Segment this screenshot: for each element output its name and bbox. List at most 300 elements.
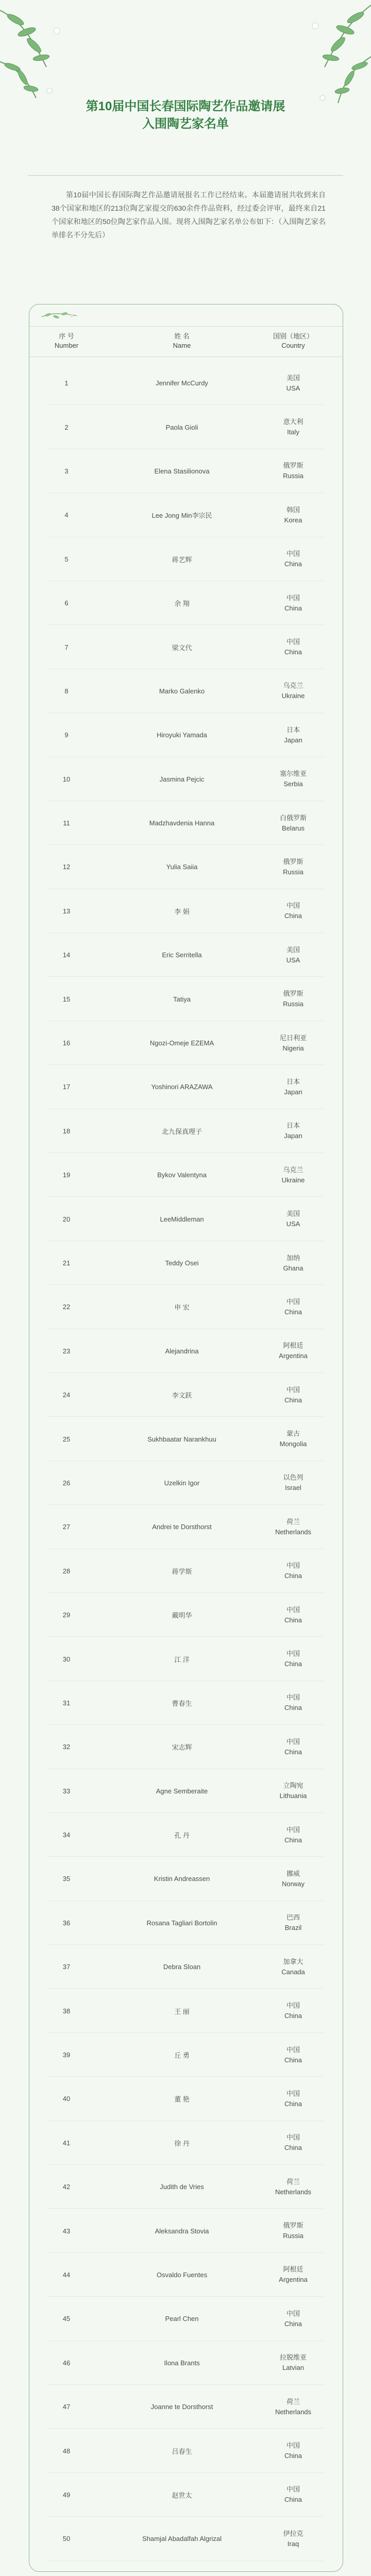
table-row [29, 2341, 343, 2385]
country-cn: 日本 [286, 1077, 300, 1086]
row-number: 33 [62, 1787, 71, 1795]
country-cn: 加拿大 [283, 1957, 303, 1965]
artist-name: Bykov Valentyna [157, 1171, 207, 1179]
country-en: China [284, 2496, 302, 2504]
country-cn: 立陶宛 [283, 1782, 303, 1790]
artist-name: Osvaldo Fuentes [156, 2270, 208, 2279]
artist-name: Elena Stasilionova [154, 467, 210, 475]
table-row [29, 1241, 343, 1285]
artist-name: Alejandrina [165, 1347, 199, 1355]
artist-name: 北九保真理子 [161, 1127, 202, 1136]
artist-country [247, 2077, 340, 2121]
intro-text [52, 188, 326, 242]
row-number: 20 [62, 1215, 71, 1223]
country-en: Israel [285, 1484, 301, 1492]
country-en: Korea [284, 516, 302, 524]
table-row [29, 1725, 343, 1769]
table-row [29, 1857, 343, 1901]
row-number: 17 [62, 1083, 71, 1091]
artist-country [247, 977, 340, 1021]
country-cn: 美国 [286, 945, 300, 954]
country-en: China [284, 2144, 302, 2152]
table-row [29, 757, 343, 801]
country-en: Netherlands [275, 2188, 312, 2196]
country-cn: 俄罗斯 [283, 857, 303, 866]
artist-country [247, 2033, 340, 2077]
artist-name: Agne Semberaite [156, 1787, 208, 1795]
country-cn: 挪威 [286, 1869, 300, 1877]
row-number: 9 [64, 731, 69, 739]
country-cn: 中国 [286, 2485, 300, 2494]
artist-country [247, 1153, 340, 1197]
artist-name: 徐 丹 [174, 2139, 190, 2147]
country-cn: 中国 [286, 1297, 300, 1306]
artist-name: 余 翔 [174, 600, 190, 608]
artist-country [247, 1285, 340, 1329]
flower-sprig-icon [41, 311, 78, 321]
artist-country [247, 2517, 340, 2561]
row-number: 49 [62, 2490, 71, 2499]
table-row [29, 625, 343, 669]
row-number: 4 [64, 511, 69, 519]
artist-country [247, 1593, 340, 1637]
artist-country [247, 669, 340, 713]
country-cn: 中国 [286, 1693, 300, 1702]
artist-country [247, 1505, 340, 1549]
artist-name: Debra Sloan [163, 1963, 201, 1971]
artist-name: 宋志辉 [172, 1743, 192, 1752]
artist-country [247, 2341, 340, 2385]
country-cn: 美国 [286, 1210, 300, 1218]
artist-country [247, 933, 340, 977]
title-line: 第10届中国长春国际陶艺作品邀请展 [86, 99, 285, 113]
row-number: 45 [62, 2315, 71, 2323]
country-en: China [284, 1836, 302, 1844]
artist-country [247, 1769, 340, 1813]
country-en: Belarus [281, 824, 305, 832]
artist-name: Kristin Andreassen [154, 1875, 210, 1883]
table-row [29, 845, 343, 889]
artist-name: Eric Serritella [162, 951, 202, 959]
artist-name: 李文跃 [172, 1392, 192, 1400]
row-number: 29 [62, 1611, 71, 1619]
artist-country [247, 2209, 340, 2252]
row-number: 30 [62, 1655, 71, 1663]
table-row [29, 2165, 343, 2209]
country-en: China [284, 2319, 302, 2328]
row-number: 10 [62, 775, 71, 783]
country-cn: 俄罗斯 [283, 2222, 303, 2230]
country-en: China [284, 560, 302, 568]
artist-name: Tatiya [173, 995, 191, 1003]
header-label: Number [54, 342, 79, 349]
artist-country [247, 1241, 340, 1285]
row-number: 38 [62, 2007, 71, 2015]
table-row [29, 449, 343, 493]
artist-name: LeeMiddleman [160, 1215, 204, 1223]
country-cn: 韩国 [286, 505, 300, 514]
table-row [29, 801, 343, 845]
artist-name: Lee Jong Min李宗民 [151, 512, 212, 520]
table-row [29, 1417, 343, 1461]
country-en: Russia [283, 1000, 303, 1008]
country-en: Norway [281, 1879, 305, 1888]
country-cn: 中国 [286, 902, 300, 910]
artist-name: Pearl Chen [165, 2315, 199, 2323]
country-en: Serbia [283, 780, 303, 788]
artist-country [247, 1945, 340, 1989]
country-cn: 以色列 [283, 1473, 303, 1482]
country-en: Iraq [287, 2539, 299, 2548]
country-en: Netherlands [275, 2408, 312, 2416]
artist-country [247, 1637, 340, 1681]
table-row [29, 2297, 343, 2341]
country-en: Ukraine [281, 1176, 305, 1184]
artist-name: 董 艳 [174, 2095, 190, 2104]
artist-country [247, 1901, 340, 1945]
row-number: 21 [62, 1259, 71, 1267]
country-en: China [284, 648, 302, 656]
country-en: China [284, 2056, 302, 2064]
table-row [29, 2517, 343, 2561]
artist-name: 孔 丹 [174, 1832, 190, 1840]
table-row [29, 1285, 343, 1329]
country-cn: 荷兰 [286, 2177, 300, 2185]
row-number: 34 [62, 1831, 71, 1839]
artist-country [247, 2473, 340, 2517]
country-cn: 塞尔维亚 [279, 770, 307, 778]
row-number: 31 [62, 1699, 71, 1707]
country-en: China [284, 1616, 302, 1624]
table-body [29, 361, 343, 2561]
row-number: 28 [62, 1567, 71, 1575]
country-en: Canada [281, 1968, 305, 1976]
table-row [29, 1109, 343, 1153]
artist-name: Paola Gioli [165, 423, 198, 431]
country-en: China [284, 912, 302, 920]
table-row [29, 933, 343, 977]
artist-name: Joanne te Dorsthorst [150, 2403, 213, 2411]
artist-country [247, 713, 340, 757]
row-number: 19 [62, 1171, 71, 1179]
country-cn: 中国 [286, 1605, 300, 1614]
column-header-number [36, 332, 97, 350]
table-row [29, 581, 343, 625]
artist-name: Aleksandra Stovia [155, 2227, 209, 2235]
row-number: 2 [64, 423, 69, 431]
country-cn: 荷兰 [286, 1517, 300, 1526]
row-number: 39 [62, 2051, 71, 2059]
country-cn: 乌克兰 [283, 1165, 303, 1174]
artist-name: Sukhbaatar Narankhuu [147, 1435, 216, 1443]
artist-country [247, 845, 340, 889]
table-row [29, 669, 343, 713]
table-row [29, 493, 343, 537]
row-number: 16 [62, 1039, 71, 1047]
artist-country [247, 1197, 340, 1241]
artist-country [247, 2165, 340, 2209]
row-number: 46 [62, 2359, 71, 2367]
artist-name: 吕春生 [172, 2447, 192, 2455]
country-en: Japan [284, 1132, 302, 1140]
header-label: 国别（地区） [273, 332, 313, 340]
country-cn: 阿根廷 [283, 1342, 303, 1350]
row-number: 26 [62, 1479, 71, 1487]
finalist-table [29, 304, 343, 2572]
country-cn: 中国 [286, 1825, 300, 1834]
country-cn: 巴西 [286, 1913, 300, 1922]
row-number: 42 [62, 2183, 71, 2191]
country-cn: 中国 [286, 1562, 300, 1570]
artist-country [247, 625, 340, 669]
country-en: Japan [284, 736, 302, 744]
row-number: 11 [63, 819, 70, 827]
row-number: 22 [62, 1303, 71, 1311]
table-row [29, 1813, 343, 1857]
artist-country [247, 1373, 340, 1417]
row-number: 13 [62, 907, 71, 915]
table-row [29, 1505, 343, 1549]
header-label: Name [173, 342, 191, 349]
row-number: 47 [62, 2403, 71, 2411]
country-cn: 拉脱维亚 [279, 2353, 307, 2362]
country-cn: 中国 [286, 2309, 300, 2317]
artist-name: 赵世太 [172, 2491, 192, 2499]
row-number: 7 [64, 643, 69, 651]
row-number: 48 [62, 2447, 71, 2455]
header-label: Country [281, 342, 305, 349]
artist-country [247, 2429, 340, 2472]
artist-country [247, 1813, 340, 1857]
table-row [29, 977, 343, 1021]
country-cn: 日本 [286, 1122, 300, 1130]
row-number: 50 [62, 2535, 71, 2543]
row-number: 25 [62, 1435, 71, 1443]
table-row [29, 361, 343, 405]
table-row [29, 2385, 343, 2429]
artist-country [247, 889, 340, 933]
artist-country [247, 581, 340, 625]
table-row [29, 1153, 343, 1197]
artist-country [247, 2297, 340, 2341]
artist-country [247, 361, 340, 405]
artist-country [247, 1109, 340, 1153]
row-number: 8 [64, 687, 69, 695]
country-en: Russia [283, 868, 303, 876]
country-en: China [284, 2452, 302, 2460]
country-en: USA [286, 1220, 300, 1228]
country-en: Russia [283, 472, 303, 480]
country-en: USA [286, 956, 300, 964]
artist-country [247, 2121, 340, 2165]
artist-country [247, 405, 340, 449]
country-cn: 中国 [286, 2442, 300, 2450]
table-row [29, 2077, 343, 2121]
country-en: Ukraine [281, 692, 305, 700]
table-row [29, 405, 343, 449]
country-en: Lithuania [279, 1792, 307, 1800]
artist-name: 蒋学斯 [172, 1567, 192, 1575]
table-row [29, 1681, 343, 1725]
artist-country [247, 1417, 340, 1461]
country-en: Brazil [284, 1924, 302, 1932]
country-cn: 阿根廷 [283, 2265, 303, 2274]
row-number: 24 [62, 1391, 71, 1399]
table-row [29, 1373, 343, 1417]
country-cn: 中国 [286, 638, 300, 646]
country-en: Japan [284, 1088, 302, 1096]
row-number: 6 [64, 599, 69, 607]
row-number: 43 [62, 2227, 71, 2235]
country-en: Mongolia [279, 1440, 307, 1448]
country-en: Nigeria [282, 1044, 304, 1052]
artist-name: 曹春生 [172, 1699, 192, 1707]
artist-country [247, 1021, 340, 1065]
artist-name: Uzelkin Igor [164, 1479, 200, 1487]
intro-paragraph: 第10届中国长春国际陶艺作品邀请展报名工作已经结束。本届邀请展共收到来自38个国家和地区的213位陶艺家提交的630余件作品资料，经过委会评审，最终来自21个国家和地区的50位陶艺家作品入围。现将入围陶艺家名单公布如下：（入围陶艺家名单排名不分先后） [52, 191, 326, 239]
artist-name: 申 宏 [174, 1303, 190, 1312]
row-number: 35 [62, 1875, 71, 1883]
artist-country [247, 1681, 340, 1725]
artist-name: Ngozi-Omeje EZEMA [149, 1039, 214, 1047]
country-cn: 荷兰 [286, 2397, 300, 2405]
table-row [29, 1593, 343, 1637]
artist-name: Jennifer McCurdy [156, 379, 208, 387]
table-row [29, 1901, 343, 1945]
row-number: 37 [62, 1963, 71, 1971]
artist-country [247, 449, 340, 493]
artist-country [247, 1329, 340, 1373]
artist-name: Rosana Tagliari Bortolin [146, 1919, 217, 1927]
country-cn: 中国 [286, 1650, 300, 1658]
row-number: 36 [62, 1919, 71, 1927]
country-cn: 中国 [286, 2045, 300, 2054]
artist-country [247, 1989, 340, 2032]
row-number: 5 [64, 555, 69, 563]
artist-name: 梁文代 [172, 643, 192, 652]
country-cn: 中国 [286, 594, 300, 602]
row-number: 18 [62, 1127, 71, 1135]
header-label: 姓 名 [174, 332, 190, 340]
table-row [29, 1769, 343, 1813]
country-en: Netherlands [275, 1528, 312, 1536]
country-en: China [284, 604, 302, 612]
country-cn: 中国 [286, 2002, 300, 2010]
artist-country [247, 801, 340, 845]
artist-name: Teddy Osei [165, 1259, 199, 1267]
country-cn: 俄罗斯 [283, 462, 303, 470]
artist-country [247, 1857, 340, 1901]
artist-name: 蒋艺辉 [172, 555, 192, 564]
country-cn: 加纳 [286, 1253, 300, 1262]
country-cn: 尼日利亚 [279, 1033, 307, 1042]
table-row [29, 2253, 343, 2297]
artist-name: 戴明华 [172, 1612, 192, 1620]
row-number: 27 [62, 1523, 71, 1531]
country-en: Ghana [283, 1264, 303, 1272]
artist-country [247, 2253, 340, 2297]
country-cn: 日本 [286, 725, 300, 734]
artist-name: 王 丽 [174, 2007, 190, 2015]
artist-name: Shamjal Abadalfah Algrizal [142, 2535, 222, 2543]
row-number: 15 [62, 995, 71, 1003]
artist-country [247, 2385, 340, 2429]
table-row [29, 2209, 343, 2252]
table-row [29, 2033, 343, 2077]
row-number: 44 [62, 2270, 71, 2279]
country-en: Italy [287, 428, 299, 436]
artist-name: 江 洋 [174, 1655, 190, 1664]
table-row [29, 1549, 343, 1593]
country-en: China [284, 1660, 302, 1668]
artist-name: Andrei te Dorsthorst [152, 1523, 212, 1531]
table-row [29, 889, 343, 933]
country-en: Argentina [279, 2276, 308, 2284]
artist-name: Judith de Vries [160, 2183, 204, 2191]
table-row [29, 2473, 343, 2517]
country-en: Latvian [282, 2364, 304, 2372]
country-cn: 蒙古 [286, 1430, 300, 1438]
country-cn: 中国 [286, 550, 300, 558]
country-en: Russia [283, 2232, 303, 2240]
country-en: China [284, 1396, 302, 1404]
country-cn: 白俄罗斯 [279, 814, 307, 822]
row-number: 23 [62, 1347, 71, 1355]
country-en: China [284, 2099, 302, 2108]
country-en: China [284, 2012, 302, 2020]
table-row [29, 1945, 343, 1989]
table-row [29, 1989, 343, 2032]
country-cn: 中国 [286, 1385, 300, 1394]
table-row [29, 537, 343, 581]
column-header-name [125, 332, 239, 350]
row-number: 40 [62, 2095, 71, 2103]
table-row [29, 1329, 343, 1373]
country-cn: 中国 [286, 1737, 300, 1745]
page-title [0, 98, 371, 133]
artist-name: Madzhavdenia Hanna [149, 819, 215, 827]
table-header [29, 326, 343, 357]
table-row [29, 2429, 343, 2472]
table-row [29, 1637, 343, 1681]
header [0, 0, 371, 139]
artist-name: Ilona Brants [164, 2359, 200, 2367]
country-en: China [284, 1572, 302, 1580]
artist-country [247, 1549, 340, 1593]
table-row [29, 1197, 343, 1241]
header-label: 序 号 [59, 332, 74, 340]
table-row [29, 2121, 343, 2165]
row-number: 14 [62, 951, 71, 959]
artist-name: Hiroyuki Yamada [157, 731, 207, 739]
country-en: Argentina [279, 1352, 308, 1360]
artist-country [247, 493, 340, 537]
artist-name: Yulia Saiia [166, 863, 198, 871]
artist-country [247, 757, 340, 801]
column-header-country [247, 332, 340, 350]
table-row [29, 713, 343, 757]
row-number: 1 [64, 379, 69, 387]
country-cn: 美国 [286, 374, 300, 382]
country-en: China [284, 1748, 302, 1756]
country-cn: 意大利 [283, 418, 303, 426]
row-number: 3 [64, 467, 69, 475]
country-en: China [284, 1308, 302, 1316]
row-number: 41 [62, 2139, 71, 2147]
country-cn: 中国 [286, 2133, 300, 2142]
table-row [29, 1461, 343, 1505]
row-number: 12 [62, 863, 71, 871]
